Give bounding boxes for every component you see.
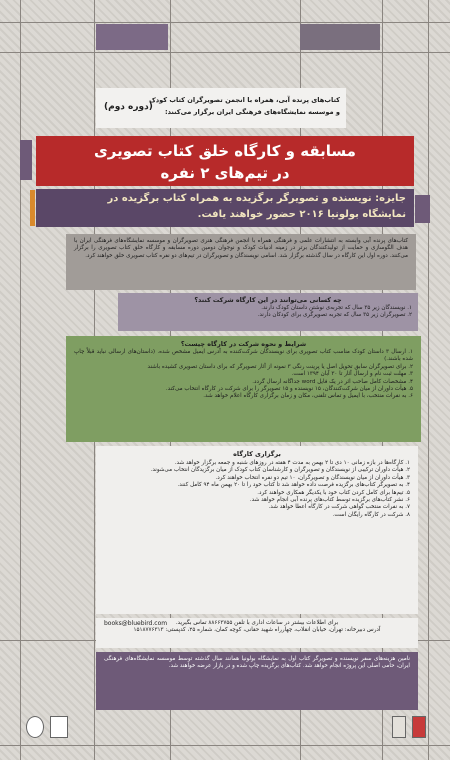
edition-badge: (دوره دوم): [104, 102, 153, 112]
header-line-1: کتاب‌های پرنده آبی، همراه با انجمن تصویرگران کتاب کودک: [148, 96, 340, 104]
workshop-box: [96, 446, 418, 614]
decor-block: [300, 24, 380, 50]
contact-address: آدرس دبیرخانه: تهران، خیابان انقلاب، چهارراه شهید حقانی، کوچه کمان، شماره ۲۵، کدپستی: ۱۵۱۸۷۷۶۳۱۳: [133, 627, 381, 634]
condition-item: ۵. هیأت داوران از میان شرکت‌کنندگان، ۱۵ نویسنده و ۱۵ تصویرگر را برای شرکت در کارگاه انتخاب می‌کند.: [165, 386, 413, 393]
decor-block: [96, 24, 168, 50]
decor-block: [30, 190, 35, 226]
decor-block: [20, 140, 32, 180]
workshop-item: ۳. هیأت داوران از میان نویسندگان و تصویرگران، ۱۰ تیم دو نفره انتخاب خواهند کرد.: [215, 474, 410, 481]
title-line-2: در تیم‌های ۲ نفره: [160, 164, 290, 182]
grid-line: [20, 0, 21, 760]
who-item: ۲. تصویرگران زیر ۳۵ سال که تجربه تصویرگری برای کودکان دارند.: [257, 312, 412, 319]
title-line-1: مسابقه و کارگاه خلق کتاب تصویری: [94, 142, 356, 160]
header-line-2: و موسسه نمایشگاه‌های فرهنگی ایران برگزار می‌کنند:: [164, 108, 340, 116]
workshop-item: ۲. هیأت داوران ترکیبی از نویسندگان و تصویرگران و کارشناسان کتاب کودک از میان برگزیدگان انتخاب می‌شوند.: [150, 467, 410, 474]
condition-item: ۱. ارسال ۳ داستان کودک مناسب کتاب تصویری برای نویسندگان شرکت‌کننده به آدرس ایمیل مشخص شده. (داستان‌های ارسالی نباید قبلاً چاپ شده باشند.): [74, 349, 413, 363]
contact-email[interactable]: books@bluebird.com: [104, 620, 168, 627]
who-box: [118, 293, 418, 331]
workshop-item: ۶. نشر کتاب‌های برگزیده توسط کتاب‌های پرنده آبی انجام خواهد شد.: [249, 497, 410, 504]
workshop-item: ۱. کارگاه‌ها در بازه زمانی ۱۰ دی تا ۲ بهمن به مدت ۴ هفته در روزهای شنبه و جمعه برگزار خواهد شد.: [174, 460, 410, 466]
intro-paragraph: کتاب‌های پرنده آبی وابسته به انتشارات علمی و فرهنگی همراه با انجمن فرهنگی هنری تصویرگران و موسسه نمایشگاه‌های فرهنگی ایران با هدف الگوسازی و حمایت از تولیدکنندگان برتر در زمینه ادبیات کودک و نوجوان دومین دوره مسابقه و کارگاه خلق کتاب تصویری را برگزار می‌کنند. دوره اول این کارگاه در سال گذشته برگزار شد. اسامی نویسندگان و تصویرگران در تیم‌های دو نفره کتاب تصویری خلق خواهند کرد.: [66, 234, 416, 290]
grid-line: [0, 22, 450, 23]
grid-line: [0, 52, 450, 53]
contact-phone: برای اطلاعات بیشتر در ساعات اداری با تلفن ۸۸۶۶۳۷۵۵ تماس بگیرید.: [175, 620, 339, 626]
workshop-heading: برگزاری کارگاه: [233, 450, 281, 458]
who-heading: چه کسانی می‌توانند در این کارگاه شرکت کنند؟: [194, 296, 342, 304]
workshop-item: ۸. شرکت در کارگاه رایگان است.: [332, 511, 410, 518]
workshop-item: ۵. تیم‌ها برای کامل کردن کتاب خود با یکدیگر همکاری خواهند کرد.: [257, 489, 410, 496]
grid-line: [0, 745, 450, 746]
prize-box: [36, 189, 414, 227]
conditions-heading: شرایط و نحوه شرکت در کارگاه چیست؟: [180, 340, 307, 348]
logo-left-1: [26, 716, 44, 738]
workshop-item: ۷. به نفرات منتخب گواهی شرکت در کارگاه اعطا خواهد شد.: [268, 504, 410, 511]
workshop-item: ۴. به تصویرگر کتاب‌های برگزیده فرصت داده خواهد شد تا کتاب خود را تا ۲۰ بهمن ماه ۹۴ کامل کنند.: [177, 482, 410, 489]
footer-paragraph: نامین هزینه‌های سفر نویسنده و تصویرگر کتاب اول به نمایشگاه بولونیا همانند سال گذشته توسط موسسه نمایشگاه‌های فرهنگی ایران، حامی اصلی این پروژه انجام خواهد شد. کتاب‌های برگزیده چاپ شده و در بازار عرضه خواهند شد.: [96, 652, 418, 710]
title-box: [36, 136, 414, 186]
logo-left-2: [50, 716, 68, 738]
header-box: [96, 88, 346, 128]
contact-box: [96, 618, 418, 648]
decor-block: [415, 195, 430, 223]
prize-line-1: جایزه: نویسنده و تصویرگر برگزیده به همراه کتاب برگزیده در: [107, 193, 406, 204]
conditions-box: [66, 336, 421, 442]
logo-right-1: [392, 716, 406, 738]
condition-item: ۲. برای تصویرگران سابق تحویل اصل یا پرینت رنگی ۳ نمونه از آثار تصویرگر که برای داستان تصویری کشیده باشند: [147, 363, 413, 370]
prize-line-2: نمایشگاه بولونیا ۲۰۱۶ حضور خواهند یافت.: [197, 209, 406, 220]
grid-line: [428, 0, 429, 760]
logo-right-2: [412, 716, 426, 738]
condition-item: ۴. مشخصات کامل صاحب اثر در یک فایل word جداگانه ارسال گردد.: [252, 378, 413, 385]
who-item: ۱. نویسندگان زیر ۳۵ سال که تجربه‌ی نوشتن داستان کودک دارند.: [261, 305, 412, 311]
condition-item: ۶. به نفرات منتخب، با ایمیل و تماس تلفنی، مکان و زمان برگزاری کارگاه اعلام خواهد شد.: [203, 393, 413, 400]
condition-item: ۳. مهلت ثبت نام و ارسال آثار تا ۳۰ آبان ۱۳۹۴ است.: [291, 371, 413, 378]
